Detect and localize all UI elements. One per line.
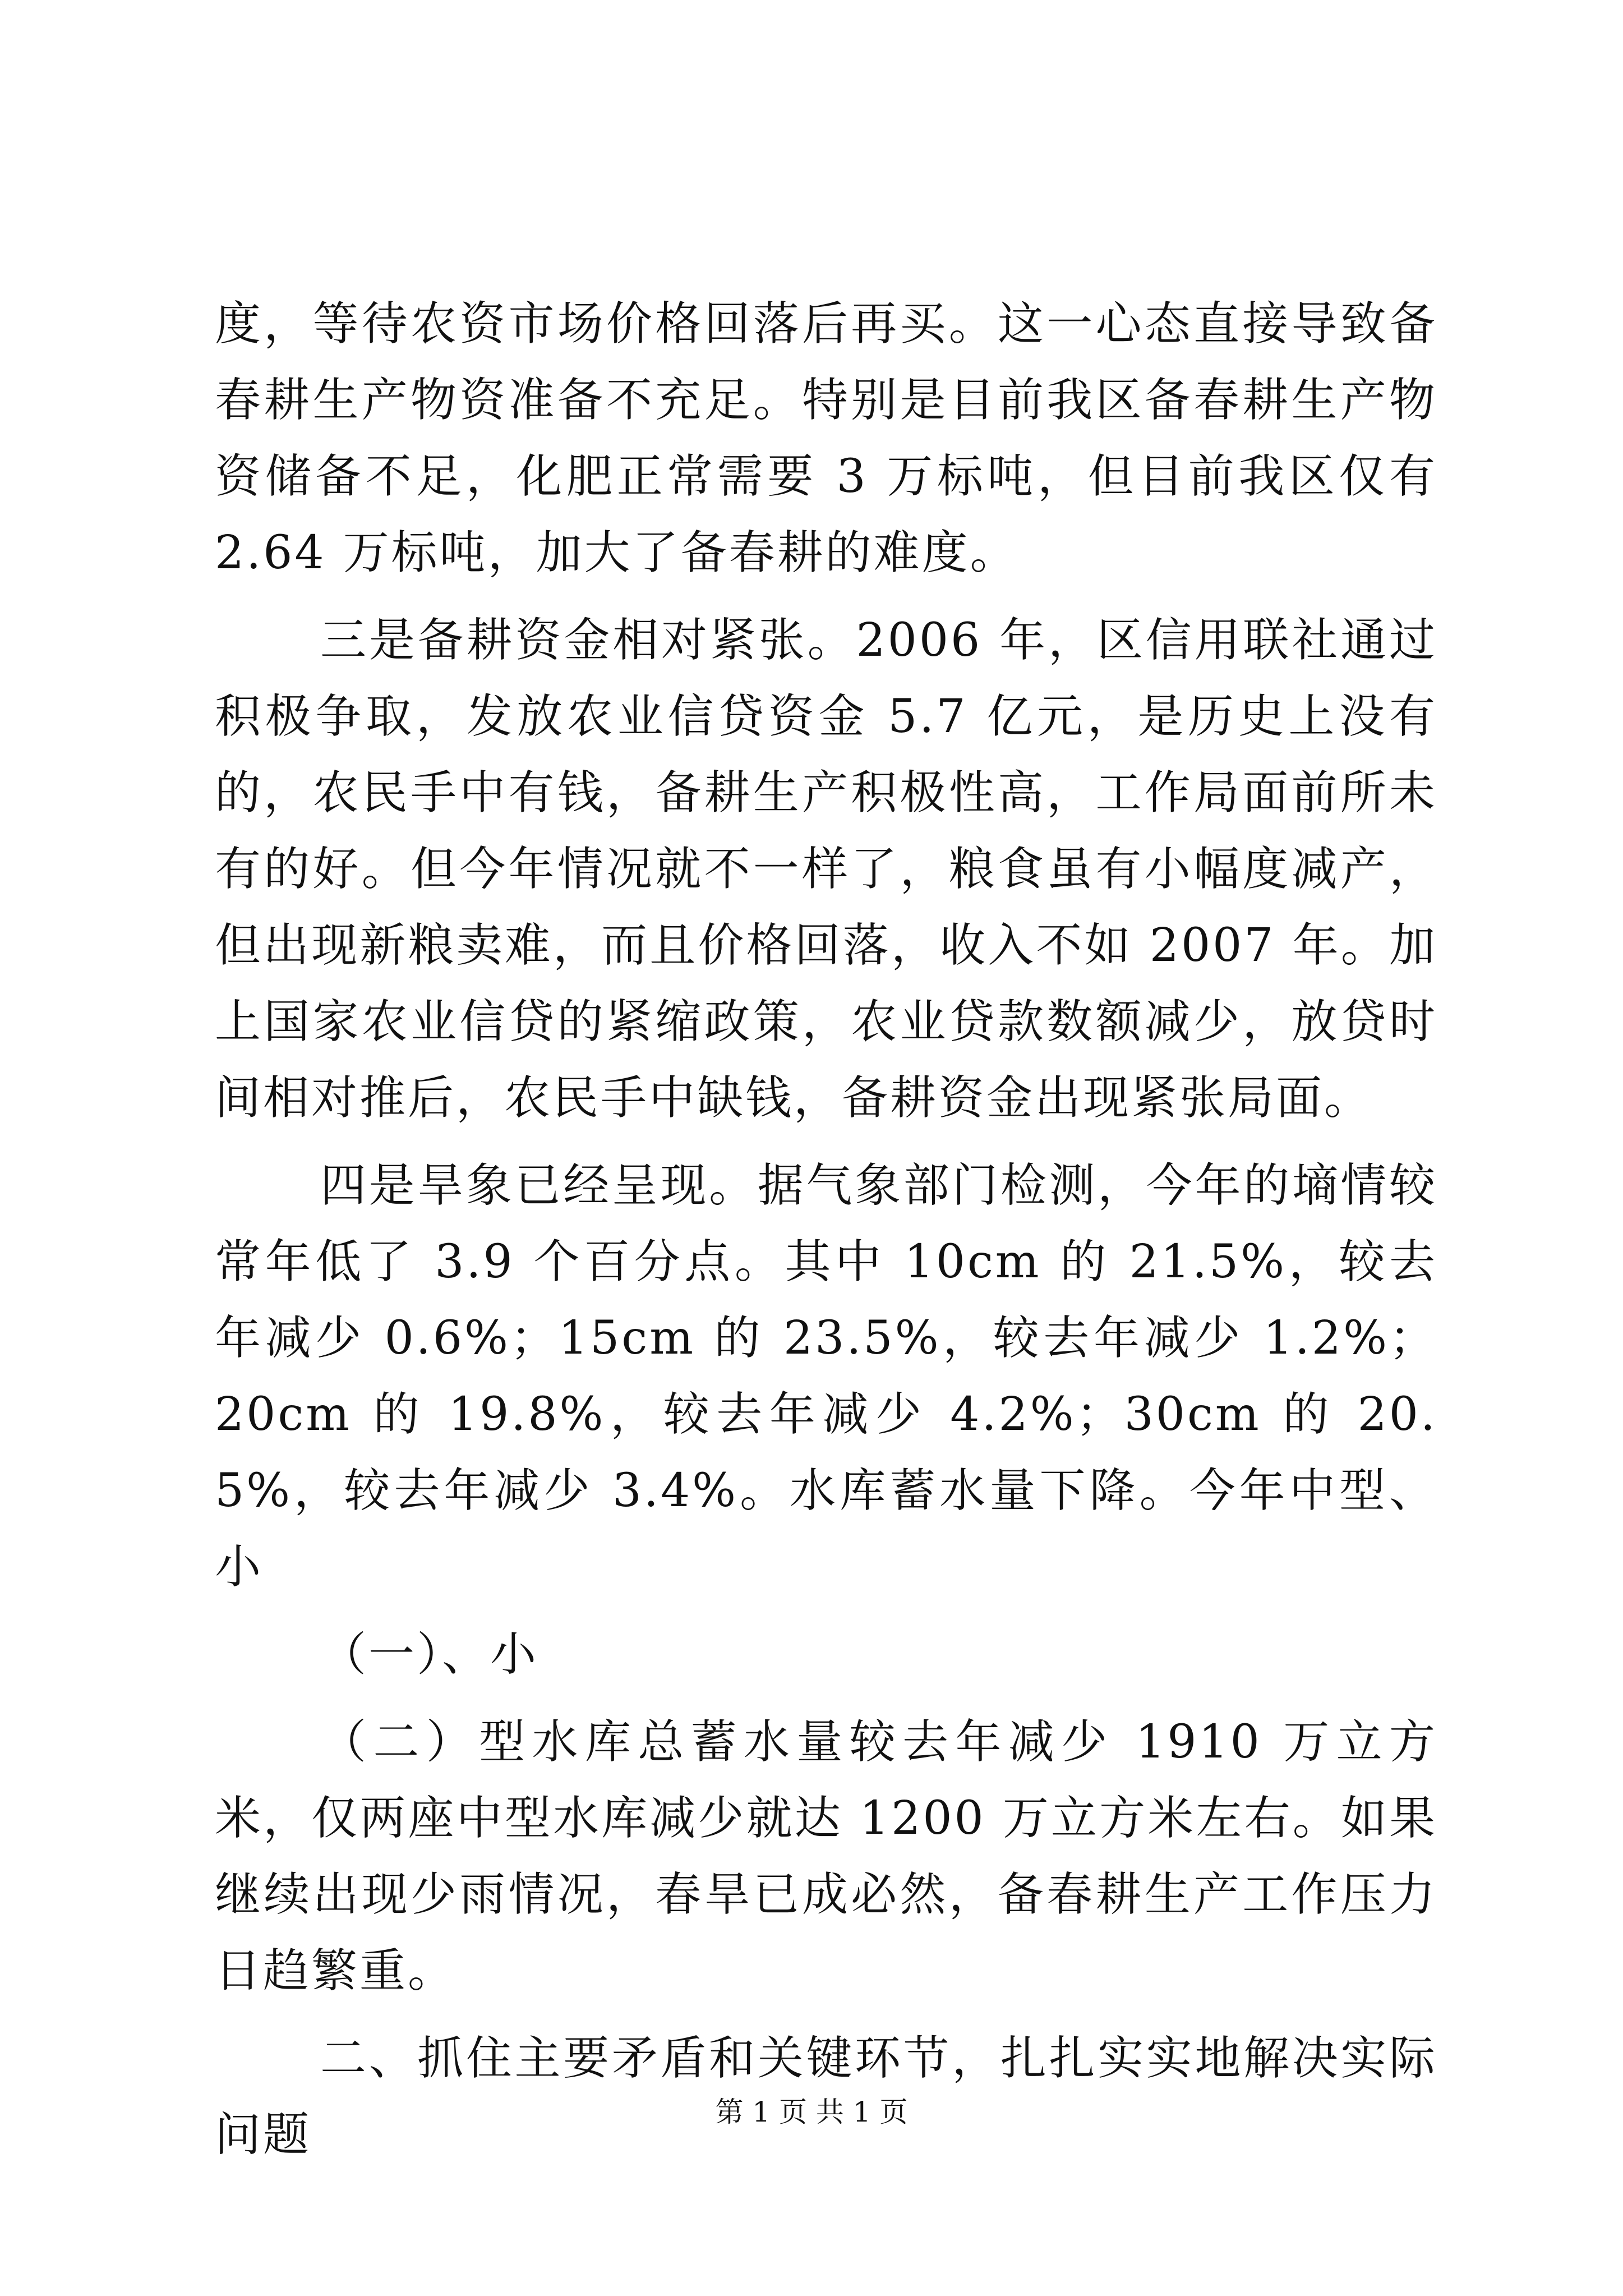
- document-body: [215, 286, 1437, 2173]
- paragraph-item-one: （一）、小: [320, 1628, 539, 1681]
- paragraph-continuation: 度，等待农资市场价格回落后再买。这一心态直接导致备春耕生产物资准备不充足。特别是目前我区备春耕生产物资储备不足，化肥正常需要 3 万标吨，但目前我区仅有 2.64 万标吨，加大了备春耕的难度。: [215, 297, 1437, 579]
- paragraph-item-two: （二）型水库总蓄水量较去年减少 1910 万立方米，仅两座中型水库减少就达 1200 万立方米左右。如果继续出现少雨情况，春旱已成必然，备春耕生产工作压力日趋繁重。: [215, 1715, 1437, 1998]
- paragraph-funding: 三是备耕资金相对紧张。2006 年，区信用联社通过积极争取，发放农业信贷资金 5.7 亿元，是历史上没有的，农民手中有钱，备耕生产积极性高，工作局面前所未有的好。但今年情况就不一样了，粮食虽有小幅度减产，但出现新粮卖难，而且价格回落，收入不如 2007 年。加上国家农业信贷的紧缩政策，农业贷款数额减少，放贷时间相对推后，农民手中缺钱，备耕资金出现紧张局面。: [215, 614, 1437, 1125]
- paragraph-drought: 四是旱象已经呈现。据气象部门检测，今年的墒情较常年低了 3.9 个百分点。其中 10cm 的 21.5%，较去年减少 0.6%；15cm 的 23.5%，较去年减少 1.2%；20cm 的 19.8%，较去年减少 4.2%；30cm 的 20.5%，较去年减少 3.4%。水库蓄水量下降。今年中型、小: [215, 1159, 1437, 1594]
- page-number: 第 1 页 共 1 页: [715, 2096, 908, 2128]
- section-heading: 二、抓住主要矛盾和关键环节，扎扎实实地解决实际问题: [215, 2032, 1437, 2161]
